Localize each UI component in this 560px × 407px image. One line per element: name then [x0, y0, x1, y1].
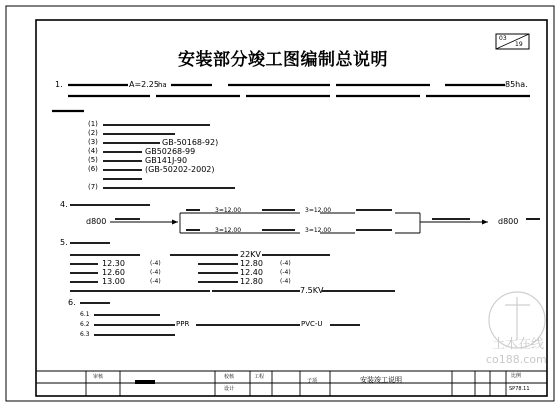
section-6-1: 6.1	[80, 311, 90, 318]
section-4-number: 4.	[60, 200, 68, 209]
flow-stage-3: 3=12.00	[305, 207, 332, 214]
code-4: (4)	[88, 147, 98, 155]
flow-stage-2: 3=12.00	[215, 227, 242, 234]
code-5: (5)	[88, 156, 98, 164]
water-tag-l2: (-4)	[150, 269, 161, 276]
flow-stage-1: 3=12.00	[215, 207, 242, 214]
code-5-standard: GB141J-90	[145, 156, 188, 165]
page-title: 安装部分竣工图编制总说明	[178, 50, 388, 70]
intro-area-unit: ha	[158, 81, 167, 89]
water-level-l2: 12.60	[102, 268, 125, 277]
water-voltage-1: 22KV	[240, 250, 261, 259]
flow-diagram	[110, 213, 488, 233]
section-6-2-pipe1: PPR	[176, 320, 190, 328]
water-voltage-2: 7.5KV	[300, 286, 324, 295]
water-tag-r3: (-4)	[280, 278, 291, 285]
flow-outlet-label: d800	[498, 217, 519, 226]
intro-text-strokes	[52, 85, 530, 111]
intro-number: 1.	[55, 80, 63, 89]
titleblock-drawing-name: 安装竣工说明	[360, 376, 402, 384]
titleblock-col-a: 审核	[93, 374, 104, 380]
water-level-l3: 13.00	[102, 277, 125, 286]
code-3-standard: GB-50168-92)	[162, 138, 219, 147]
water-level-r3: 12.80	[240, 277, 263, 286]
intro-area: A=2.25	[129, 80, 159, 89]
water-level-r2: 12.40	[240, 268, 263, 277]
water-level-l1: 12.30	[102, 259, 125, 268]
titleblock-col-b: 校核	[224, 374, 235, 380]
titleblock-right-bottom: SP78.11	[509, 386, 530, 392]
titleblock-col-e: 子项	[307, 378, 318, 384]
sheet-number-top: 03	[499, 35, 507, 42]
section-6-number: 6.	[68, 298, 76, 307]
titleblock-col-d: 工程	[254, 374, 265, 380]
sheet-number-bottom: 19	[515, 41, 523, 48]
code-6-standard: (GB-50202-2002)	[145, 165, 215, 174]
code-1: (1)	[88, 120, 98, 128]
titleblock-right-top: 比例	[511, 373, 522, 379]
code-3: (3)	[88, 138, 98, 146]
water-tag-l1: (-4)	[150, 260, 161, 267]
intro-area-2: 85ha.	[505, 80, 528, 89]
flow-stage-4: 3=12.00	[305, 227, 332, 234]
code-4-standard: GB50268-99	[145, 147, 196, 156]
water-tag-r1: (-4)	[280, 260, 291, 267]
section-5-number: 5.	[60, 238, 68, 247]
code-6: (6)	[88, 165, 98, 173]
inner-frame	[36, 20, 547, 396]
watermark-en: co188.com	[486, 353, 547, 366]
section-6-2-pipe2: PVC-U	[301, 320, 323, 328]
titleblock-col-c: 设计	[224, 386, 235, 392]
section-6-2: 6.2	[80, 321, 90, 328]
water-tag-r2: (-4)	[280, 269, 291, 276]
section-6-3: 6.3	[80, 331, 90, 338]
code-2: (2)	[88, 129, 98, 137]
title-block	[36, 371, 547, 396]
water-tag-l3: (-4)	[150, 278, 161, 285]
section6-strokes	[80, 303, 360, 335]
water-level-r1: 12.80	[240, 259, 263, 268]
watermark-cn: 土木在线	[492, 337, 545, 352]
flow-inlet-label: d800	[86, 217, 107, 226]
code-7: (7)	[88, 183, 98, 191]
